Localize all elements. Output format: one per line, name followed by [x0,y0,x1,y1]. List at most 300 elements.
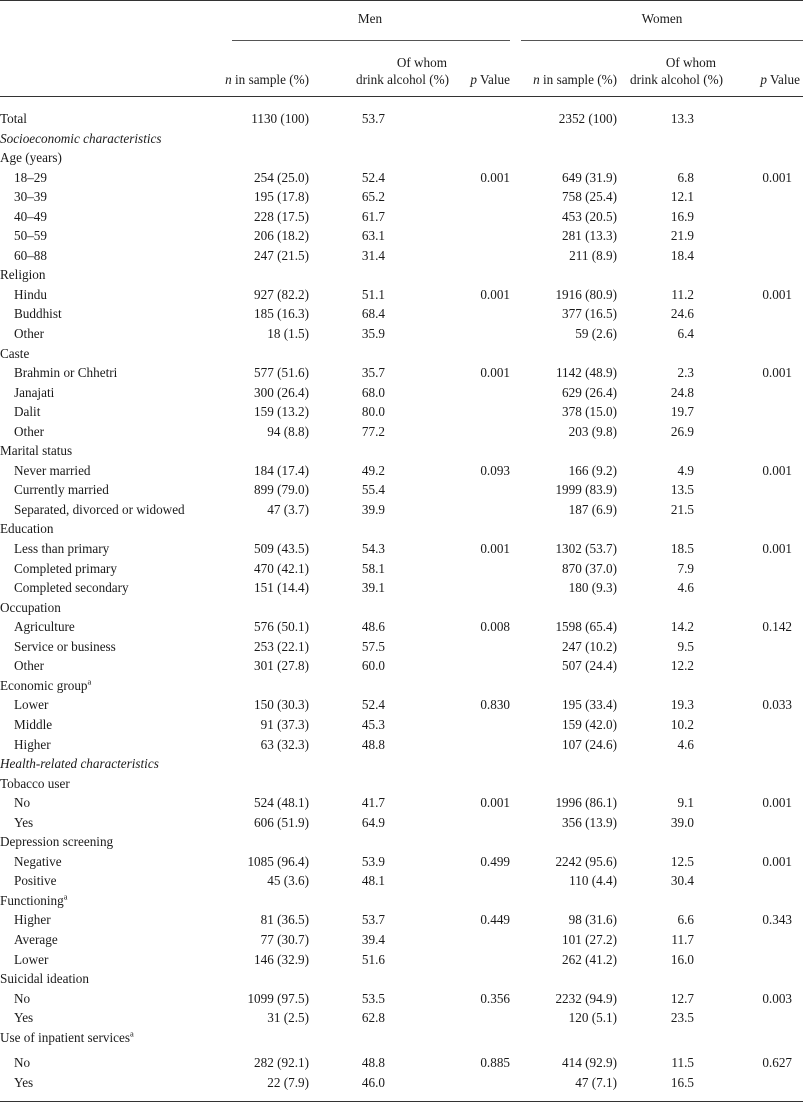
group-label [0,441,72,461]
row-label-text: Dalit [14,404,41,420]
men-n-cell: 577 (51.6) [254,365,309,381]
group-label [0,969,89,989]
women-pct-cell: 18.4 [670,247,694,263]
group-label [0,598,61,618]
table-row [0,637,803,657]
row-label [14,246,47,266]
men-pct-cell: 39.4 [361,931,385,947]
row-label-text: Completed primary [14,560,117,576]
row-label-text: Marital status [0,443,73,459]
row-label-text: Higher [14,912,51,928]
women-n-cell: 101 (27.2) [562,931,617,947]
women-pct-cell: 16.9 [670,208,694,224]
footnote-marker: a [63,891,68,902]
women-n-cell: 507 (24.4) [562,658,617,674]
men-n-cell: 247 (21.5) [254,247,309,263]
women-pct-cell: 19.7 [670,404,694,420]
row-label-text: Age (years) [0,150,62,166]
col-men-of-whom-line1: Of whom [396,55,447,70]
women-n-cell: 107 (24.6) [562,736,617,752]
row-label-text: Tobacco user [0,775,70,791]
men-p-cell: 0.830 [480,697,510,713]
row-label [14,226,47,246]
women-n-cell: 180 (9.3) [568,580,617,596]
men-pct-cell: 52.4 [361,169,385,185]
women-pct-cell: 14.2 [670,619,694,635]
women-pct-cell: 23.5 [670,1010,694,1026]
group-label [0,676,91,696]
table-row [0,1053,803,1073]
table-row [0,656,803,676]
table-row [0,539,803,559]
row-label-text: Service or business [14,638,116,654]
women-pct-cell: 18.5 [670,541,694,557]
women-p-cell: 0.033 [762,697,792,713]
men-pct-cell: 35.9 [361,326,385,342]
row-label-text: Negative [14,853,62,869]
table-row [0,246,803,266]
men-pct-cell: 55.4 [361,482,385,498]
row-label [14,871,57,891]
group-label [0,832,113,852]
women-n-cell: 453 (20.5) [562,208,617,224]
women-pct-cell: 39.0 [670,814,694,830]
men-pct-cell: 52.4 [361,697,385,713]
women-pct-cell: 24.8 [670,384,694,400]
women-p-cell: 0.001 [762,462,792,478]
women-n-cell: 758 (25.4) [562,189,617,205]
men-pct-cell: 68.4 [361,306,385,322]
row-label-text: 18–29 [14,169,47,185]
table-row [0,989,803,1009]
women-pct-cell: 12.1 [670,189,694,205]
table-row [0,344,803,364]
row-label-text: Hindu [14,286,47,302]
women-p-cell: 0.001 [762,853,792,869]
women-pct-cell: 12.5 [670,853,694,869]
row-label-text: Positive [14,873,57,889]
men-pct-cell: 57.5 [361,638,385,654]
table-row [0,1028,803,1048]
women-pct-cell: 6.8 [677,169,694,185]
women-n-cell: 414 (92.9) [562,1055,617,1071]
men-p-cell: 0.001 [480,795,510,811]
group-label [0,265,45,285]
men-p-cell: 0.356 [480,990,510,1006]
group-label [0,519,53,539]
women-n-cell: 1302 (53.7) [555,541,617,557]
row-label-text: Janajati [14,384,55,400]
women-n-cell: 195 (33.4) [562,697,617,713]
men-n-cell: 18 (1.5) [267,326,309,342]
men-n-cell: 146 (32.9) [254,951,309,967]
row-label [14,695,48,715]
table-row [0,852,803,872]
women-p-cell: 0.001 [762,365,792,381]
row-label [0,109,27,129]
women-n-cell: 187 (6.9) [568,501,617,517]
women-p-cell: 0.343 [762,912,792,928]
table-row [0,519,803,539]
table-row [0,304,803,324]
men-pct-cell: 48.8 [361,736,385,752]
women-pct-cell: 12.2 [670,658,694,674]
row-label [14,1053,30,1073]
men-pct-cell: 53.5 [361,990,385,1006]
men-pct-cell: 53.7 [361,912,385,928]
row-label-text: Higher [14,736,51,752]
men-n-cell: 150 (30.3) [254,697,309,713]
table-row [0,871,803,891]
table-row [0,598,803,618]
men-n-cell: 576 (50.1) [254,619,309,635]
men-n-cell: 94 (8.8) [267,423,309,439]
row-label-text: Lower [14,697,49,713]
men-pct-cell: 58.1 [361,560,385,576]
women-pct-cell: 13.5 [670,482,694,498]
table-row [0,910,803,930]
men-p-cell: 0.001 [480,541,510,557]
women-pct-cell: 6.4 [677,326,694,342]
women-pct-cell: 11.7 [671,931,694,947]
men-pct-cell: 39.9 [361,501,385,517]
men-p-cell: 0.093 [480,462,510,478]
row-label [14,500,185,520]
men-n-cell: 81 (36.5) [260,912,309,928]
table-row [0,168,803,188]
women-n-cell: 1999 (83.9) [555,482,617,498]
men-pct-cell: 64.9 [361,814,385,830]
men-pct-cell: 80.0 [361,404,385,420]
header-men: Men [357,11,383,26]
men-pct-cell: 62.8 [361,1010,385,1026]
men-n-cell: 77 (30.7) [260,931,309,947]
women-n-cell: 2232 (94.9) [555,990,617,1006]
footnote-marker: a [130,1028,134,1039]
row-label [14,656,44,676]
women-pct-cell: 16.0 [670,951,694,967]
table-row [0,715,803,735]
men-n-cell: 91 (37.3) [260,716,309,732]
women-pct-cell: 4.6 [677,580,694,596]
row-label [14,559,117,579]
men-n-cell: 1099 (97.5) [247,990,309,1006]
group-label [0,774,70,794]
row-label [14,168,47,188]
women-pct-cell: 11.2 [671,286,694,302]
row-label [14,187,47,207]
men-pct-cell: 31.4 [361,247,385,263]
men-n-cell: 45 (3.6) [267,873,309,889]
women-n-cell: 870 (37.0) [562,560,617,576]
row-label-text: 40–49 [14,208,47,224]
women-n-cell: 159 (42.0) [562,716,617,732]
women-n-cell: 2242 (95.6) [555,853,617,869]
women-pct-cell: 12.7 [670,990,694,1006]
women-pct-cell: 9.1 [677,795,694,811]
group-label [0,1028,134,1048]
row-label-text: Total [0,111,27,126]
women-n-cell: 203 (9.8) [568,423,617,439]
table-row [0,735,803,755]
row-label-text: Average [14,931,58,947]
table-row [0,1073,803,1093]
row-label [14,1073,33,1093]
col-women-of-whom-line2: drink alcohol (%) [629,72,723,87]
women-pct-cell: 2.3 [677,365,694,381]
row-label [14,539,109,559]
section-heading [0,129,162,149]
row-label [14,950,48,970]
row-label [14,480,109,500]
table-row [0,285,803,305]
women-pct-cell: 10.2 [670,716,694,732]
men-pct-cell: 35.7 [361,365,385,381]
row-label [14,461,91,481]
women-pct-cell: 21.9 [670,228,694,244]
men-pct-cell: 41.7 [361,795,385,811]
women-n-cell: 120 (5.1) [568,1010,617,1026]
col-women-p-value: p Value [760,72,800,87]
men-p-cell: 0.499 [480,853,510,869]
women-n-cell: 2352 (100) [558,111,617,126]
table-body [0,109,803,1092]
table-row [0,109,803,129]
women-pct-cell: 30.4 [670,873,694,889]
women-pct-cell: 24.6 [670,306,694,322]
row-label-text: Less than primary [14,541,110,557]
row-label [14,735,51,755]
men-p-cell: 0.001 [480,286,510,302]
table-row [0,422,803,442]
men-p-cell: 0.449 [480,912,510,928]
men-n-cell: 253 (22.1) [254,638,309,654]
table-row [0,793,803,813]
row-label [14,207,47,227]
row-label-text: Socioeconomic characteristics [0,130,162,146]
table-row [0,676,803,696]
men-n-cell: 159 (13.2) [254,404,309,420]
row-label-text: Use of inpatient services [0,1029,131,1045]
men-pct-cell: 51.6 [361,951,385,967]
women-pct-cell: 11.5 [671,1055,694,1071]
col-men-n-in-sample: n in sample (%) [225,72,309,87]
men-pct-cell: 61.7 [361,208,385,224]
men-p-cell: 0.001 [480,169,510,185]
women-n-cell: 1916 (80.9) [555,286,617,302]
women-n-cell: 356 (13.9) [562,814,617,830]
header-bottom-rule [0,96,803,97]
row-label-text: Health-related characteristics [0,756,159,772]
women-n-cell: 1996 (86.1) [555,795,617,811]
table-row [0,441,803,461]
row-label-text: Economic group [0,677,88,693]
men-pct-cell: 48.1 [361,873,385,889]
men-pct-cell: 48.8 [361,1055,385,1071]
footnote-marker: a [87,676,92,687]
women-p-cell: 0.003 [762,990,792,1006]
row-label-text: Caste [0,345,30,361]
row-label-text: No [14,1055,31,1071]
men-n-cell: 524 (48.1) [254,795,309,811]
women-pct-cell: 19.3 [670,697,694,713]
group-label [0,344,29,364]
row-label [14,578,129,598]
women-pct-cell: 6.6 [677,912,694,928]
table-top-rule [0,0,803,1]
row-label-text: Other [14,326,45,342]
row-label-text: Occupation [0,599,61,615]
women-pct-cell: 9.5 [677,638,694,654]
women-n-cell: 377 (16.5) [562,306,617,322]
group-label [0,148,62,168]
men-n-cell: 282 (92.1) [254,1055,309,1071]
row-label [14,910,51,930]
row-label [14,813,33,833]
table-row [0,891,803,911]
row-label-text: 50–59 [14,228,47,244]
table-row [0,695,803,715]
women-p-cell: 0.001 [762,795,792,811]
men-n-cell: 47 (3.7) [267,501,309,517]
men-n-cell: 254 (25.0) [254,169,309,185]
row-label-text: Yes [14,1010,34,1026]
men-pct-cell: 54.3 [361,541,385,557]
table-row [0,187,803,207]
women-p-cell: 0.142 [762,619,792,635]
row-label [14,637,116,657]
women-n-cell: 59 (2.6) [575,326,617,342]
col-women-of-whom-line1: Of whom [665,55,716,70]
row-label-text: Completed secondary [14,580,129,596]
women-pct-cell: 16.5 [670,1074,694,1090]
men-n-cell: 228 (17.5) [254,208,309,224]
table-row [0,226,803,246]
row-label [14,402,40,422]
row-label-text: Religion [0,267,46,283]
men-n-cell: 927 (82.2) [254,286,309,302]
men-n-cell: 206 (18.2) [254,228,309,244]
women-p-cell: 0.001 [762,286,792,302]
table-row [0,832,803,852]
women-n-cell: 166 (9.2) [568,462,617,478]
table-row [0,813,803,833]
row-label [14,304,62,324]
row-label-text: Lower [14,951,49,967]
men-pct-cell: 53.7 [361,111,385,126]
women-p-cell: 0.627 [762,1055,792,1071]
table-row [0,363,803,383]
row-label [14,363,117,383]
women-n-cell: 1142 (48.9) [555,365,617,381]
table-row [0,930,803,950]
men-n-cell: 195 (17.8) [254,189,309,205]
row-label-text: Education [0,521,54,537]
row-label-text: Yes [14,814,34,830]
men-pct-cell: 46.0 [361,1074,385,1090]
table-row [0,480,803,500]
section-heading [0,754,159,774]
men-n-cell: 22 (7.9) [267,1074,309,1090]
table-row [0,969,803,989]
table-row [0,129,803,149]
men-pct-cell: 65.2 [361,189,385,205]
men-n-cell: 606 (51.9) [254,814,309,830]
women-pct-cell: 4.6 [677,736,694,752]
table-row [0,754,803,774]
women-n-cell: 281 (13.3) [562,228,617,244]
row-label [14,715,52,735]
table-row [0,617,803,637]
row-label-text: Brahmin or Chhetri [14,365,118,381]
row-label-text: Other [14,658,45,674]
table-row [0,1008,803,1028]
table-row [0,950,803,970]
men-pct-cell: 49.2 [361,462,385,478]
row-label [14,852,62,872]
row-label [14,324,44,344]
men-n-cell: 470 (42.1) [254,560,309,576]
table-row [0,500,803,520]
col-men-of-whom-line2: drink alcohol (%) [355,72,449,87]
row-label [14,1008,33,1028]
table-bottom-rule [0,1101,803,1102]
row-label [14,422,44,442]
row-label [14,989,30,1009]
col-women-n-in-sample: n in sample (%) [533,72,617,87]
women-n-cell: 98 (31.6) [568,912,617,928]
table-row [0,461,803,481]
men-p-cell: 0.001 [480,365,510,381]
women-p-cell: 0.001 [762,169,792,185]
table-row [0,324,803,344]
men-n-cell: 1085 (96.4) [247,853,309,869]
row-label-text: Middle [14,716,53,732]
men-pct-cell: 63.1 [361,228,385,244]
men-pct-cell: 39.1 [361,580,385,596]
men-n-cell: 509 (43.5) [254,541,309,557]
women-pct-cell: 13.3 [670,111,694,126]
row-label-text: Separated, divorced or widowed [14,501,185,517]
men-pct-cell: 60.0 [361,658,385,674]
row-label-text: Currently married [14,482,109,498]
men-n-cell: 31 (2.5) [267,1010,309,1026]
men-n-cell: 899 (79.0) [254,482,309,498]
row-label-text: Yes [14,1074,34,1090]
men-p-cell: 0.008 [480,619,510,635]
men-pct-cell: 68.0 [361,384,385,400]
men-n-cell: 185 (16.3) [254,306,309,322]
men-pct-cell: 51.1 [361,286,385,302]
row-label-text: 60–88 [14,247,47,263]
women-n-cell: 110 (4.4) [569,873,617,889]
table-row [0,559,803,579]
row-label-text: Other [14,423,45,439]
table-row [0,148,803,168]
men-n-cell: 151 (14.4) [254,580,309,596]
row-label-text: 30–39 [14,189,47,205]
row-label-text: Never married [14,462,91,478]
men-pct-cell: 48.6 [361,619,385,635]
men-p-cell: 0.885 [480,1055,510,1071]
row-label-text: Buddhist [14,306,62,322]
table-row [0,774,803,794]
women-n-cell: 629 (26.4) [562,384,617,400]
men-n-cell: 300 (26.4) [254,384,309,400]
men-span-rule [232,40,510,41]
row-label [14,617,75,637]
men-pct-cell: 53.9 [361,853,385,869]
